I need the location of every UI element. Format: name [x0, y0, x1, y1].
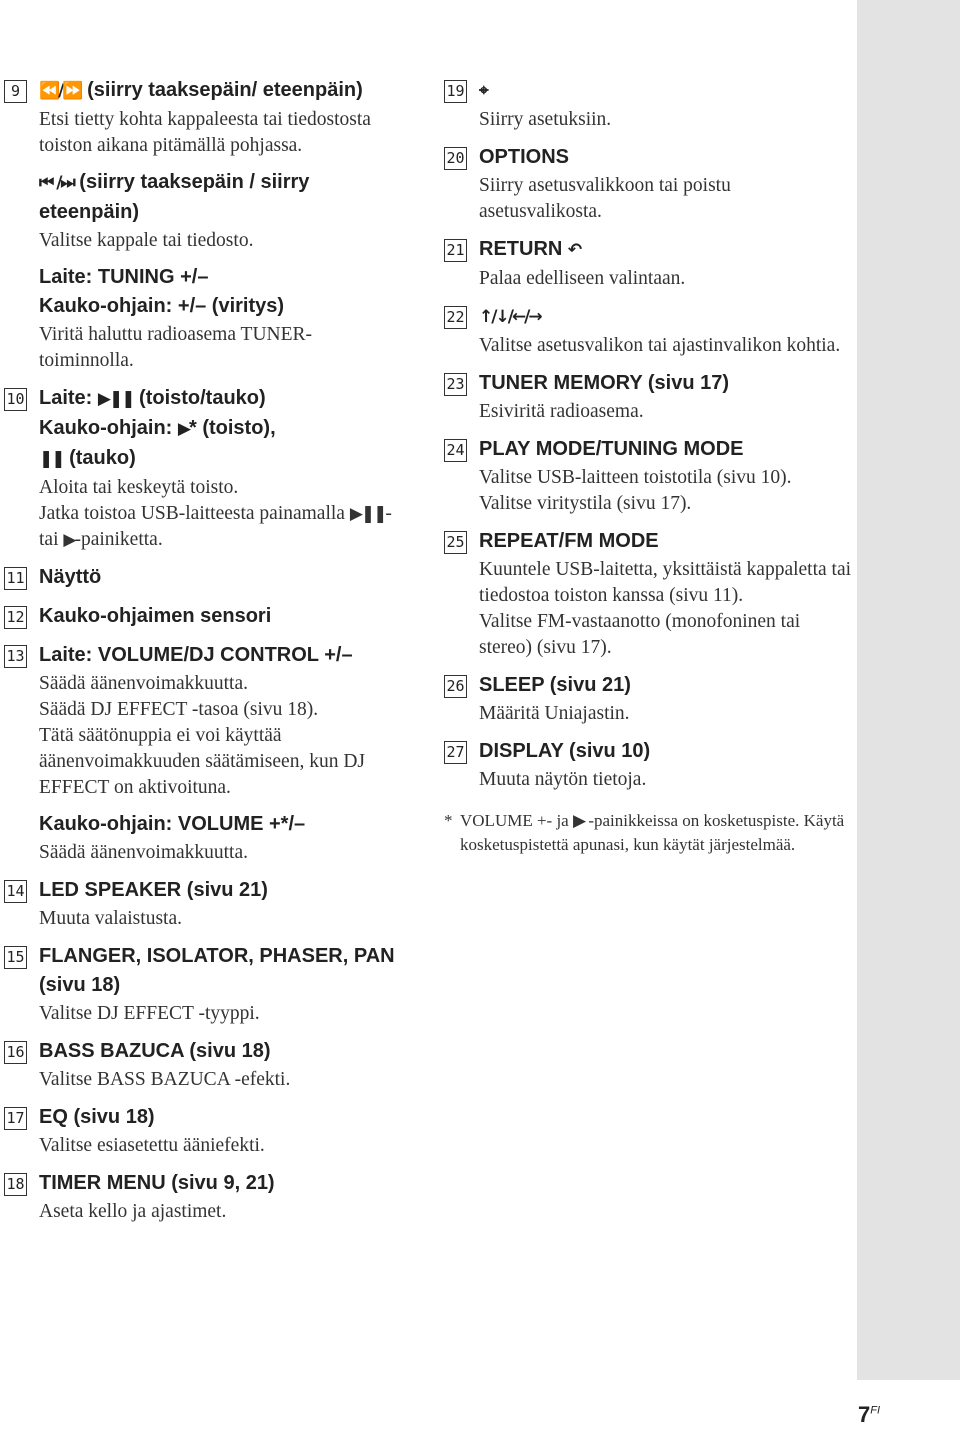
entry-21 — [444, 235, 856, 292]
right-column — [444, 76, 856, 857]
entry-16 — [4, 1037, 404, 1093]
entry-heading: LED SPEAKER (sivu 21) — [39, 879, 268, 901]
entry-heading: Laite: TUNING +/– Kauko-ohjain: +/– (viritys) — [39, 266, 285, 317]
entry-description: Aloita tai keskeytä toisto. — [39, 477, 239, 498]
entry-18 — [4, 1169, 404, 1225]
play-icon: ▶ — [177, 419, 189, 439]
entry-description: Etsi tietty kohta kappaleesta tai tiedostosta toiston aikana pitämällä pohjassa. — [39, 109, 371, 156]
entry-heading: TUNER MEMORY (sivu 17) — [479, 372, 730, 394]
entry-26 — [444, 671, 856, 727]
arrows-icon: ↑/↓/←/→ — [479, 307, 541, 327]
entry-description: Valitse kappale tai tiedosto. — [39, 230, 254, 251]
entry-description: Säädä DJ EFFECT -tasoa (sivu 18). — [39, 699, 319, 720]
entry-number: 26 — [444, 675, 467, 698]
entry-number: 27 — [444, 741, 467, 764]
entry-24 — [444, 435, 856, 517]
options-cross-icon: ⌖ — [479, 81, 487, 101]
entry-description: Muuta näytön tietoja. — [479, 769, 647, 790]
entry-description: Tätä säätönuppia ei voi käyttää äänenvoimakkuuden säätämiseen, kun DJ EFFECT on aktivoituna. — [39, 725, 365, 798]
entry-description: Valitse BASS BAZUCA -efekti. — [39, 1069, 291, 1090]
entry-description: Valitse USB-laitteen toistotila (sivu 10). — [479, 467, 792, 488]
entry-14 — [4, 876, 404, 932]
page-language: FI — [870, 1404, 881, 1417]
entry-description: Esiviritä radioasema. — [479, 401, 644, 422]
entry-20 — [444, 143, 856, 225]
entry-number: 20 — [444, 147, 467, 170]
play-icon: ▶ — [63, 530, 75, 550]
entry-heading: EQ (sivu 18) — [39, 1106, 155, 1128]
entry-heading: DISPLAY (sivu 10) — [479, 740, 651, 762]
entry-description: Valitse esiasetettu ääniefekti. — [39, 1135, 265, 1156]
entry-description: Siirry asetuksiin. — [479, 109, 612, 130]
entry-number: 23 — [444, 373, 467, 396]
entry-number: 21 — [444, 239, 467, 262]
entry-number: 19 — [444, 80, 467, 103]
entry-number: 24 — [444, 439, 467, 462]
entry-heading: FLANGER, ISOLATOR, PHASER, PAN (sivu 18) — [39, 945, 395, 996]
entry-description: Määritä Uniajastin. — [479, 703, 630, 724]
footnote: * VOLUME +- ja ▶ -painikkeissa on kosketuspiste. Käytä kosketuspistettä apunasi, kun käytät järjestelmää. — [444, 811, 845, 854]
page-number: $7^{FI}$ — [858, 1402, 881, 1427]
entry-number: 15 — [4, 946, 27, 969]
entry-description: Palaa edelliseen valintaan. — [479, 268, 686, 289]
entry-description: Valitse DJ EFFECT -tyyppi. — [39, 1003, 260, 1024]
entry-13 — [4, 641, 404, 866]
entry-description: Kuuntele USB-laitetta, yksittäistä kappaletta tai tiedostoa toiston kanssa (sivu 11). — [479, 559, 852, 606]
entry-heading — [479, 302, 856, 332]
entry-heading: OPTIONS — [479, 146, 570, 168]
entry-description: Säädä äänenvoimakkuutta. — [39, 673, 249, 694]
entry-heading: ⏪/⏩ (siirry taaksepäin/ eteenpäin) — [39, 79, 363, 101]
entry-description: Valitse viritystila (sivu 17). — [479, 493, 692, 514]
entry-19 — [444, 76, 856, 133]
entry-heading: TIMER MENU (sivu 9, 21) — [39, 1172, 275, 1194]
entry-heading: RETURN ↶ — [479, 238, 581, 260]
entry-description: Siirry asetusvalikkoon tai poistu asetusvalikosta. — [479, 175, 731, 222]
entry-number: 16 — [4, 1041, 27, 1064]
play-pause-icon: ▶❚❚ — [97, 389, 134, 409]
footnote-star: * — [444, 811, 453, 830]
entry-heading: ❚❚ (tauko) — [39, 447, 136, 469]
entry-description: Muuta valaistusta. — [39, 908, 182, 929]
entry-heading: Laite: VOLUME/DJ CONTROL +/– — [39, 644, 353, 666]
entry-15 — [4, 942, 404, 1027]
entry-10 — [4, 384, 404, 553]
entry-heading: Kauko-ohjain: ▶* (toisto), — [39, 417, 276, 439]
entry-number: 18 — [4, 1173, 27, 1196]
play-icon: ▶ — [572, 811, 585, 831]
entry-number: 14 — [4, 880, 27, 903]
entry-heading: REPEAT/FM MODE — [479, 530, 659, 552]
entry-number: 9 — [4, 80, 27, 103]
entry-27 — [444, 737, 856, 793]
entry-description: Aseta kello ja ajastimet. — [39, 1201, 227, 1222]
entry-number: 12 — [4, 606, 27, 629]
entry-heading: Kauko-ohjaimen sensori — [39, 605, 272, 627]
entry-number: 17 — [4, 1107, 27, 1130]
entry-25 — [444, 527, 856, 661]
entry-17 — [4, 1103, 404, 1159]
entry-number: 11 — [4, 567, 27, 590]
entry-heading: Kauko-ohjain: VOLUME +*/– — [39, 813, 306, 835]
pause-icon: ❚❚ — [39, 449, 64, 469]
entry-number: 13 — [4, 645, 27, 668]
entry-11 — [4, 563, 404, 592]
entry-description: Viritä haluttu radioasema TUNER-toiminnolla. — [39, 324, 313, 371]
entry-heading: Näyttö — [39, 566, 102, 588]
entry-heading: ⏮ /⏭ (siirry taaksepäin / siirry eteenpäin) — [39, 171, 310, 223]
entry-description: Jatka toistoa USB-laitteesta painamalla ▶❚❚- tai ▶-painiketta. — [39, 503, 392, 550]
play-pause-icon: ▶❚❚ — [349, 504, 386, 524]
entry-description: Valitse asetusvalikon tai ajastinvalikon kohtia. — [479, 335, 841, 356]
entry-description: Säädä äänenvoimakkuutta. — [39, 842, 249, 863]
prev-next-icon: ⏮ /⏭ — [39, 173, 74, 193]
entry-heading: Laite: ▶❚❚ (toisto/tauko) — [39, 387, 266, 409]
entry-9 — [4, 76, 404, 374]
entry-number: 25 — [444, 531, 467, 554]
left-column — [4, 76, 404, 1235]
entry-number: 22 — [444, 306, 467, 329]
entry-heading: BASS BAZUCA (sivu 18) — [39, 1040, 271, 1062]
return-arrow-icon: ↶ — [567, 240, 581, 260]
entry-number: 10 — [4, 388, 27, 411]
entry-23 — [444, 369, 856, 425]
entry-12 — [4, 602, 404, 631]
rewind-forward-icon: ⏪/⏩ — [39, 81, 82, 101]
entry-heading — [479, 76, 856, 106]
entry-heading: SLEEP (sivu 21) — [479, 674, 631, 696]
entry-description: Valitse FM-vastaanotto (monofoninen tai stereo) (sivu 17). — [479, 611, 801, 658]
sidebar-tab — [857, 0, 960, 1380]
entry-22 — [444, 302, 856, 359]
entry-heading: PLAY MODE/TUNING MODE — [479, 438, 744, 460]
